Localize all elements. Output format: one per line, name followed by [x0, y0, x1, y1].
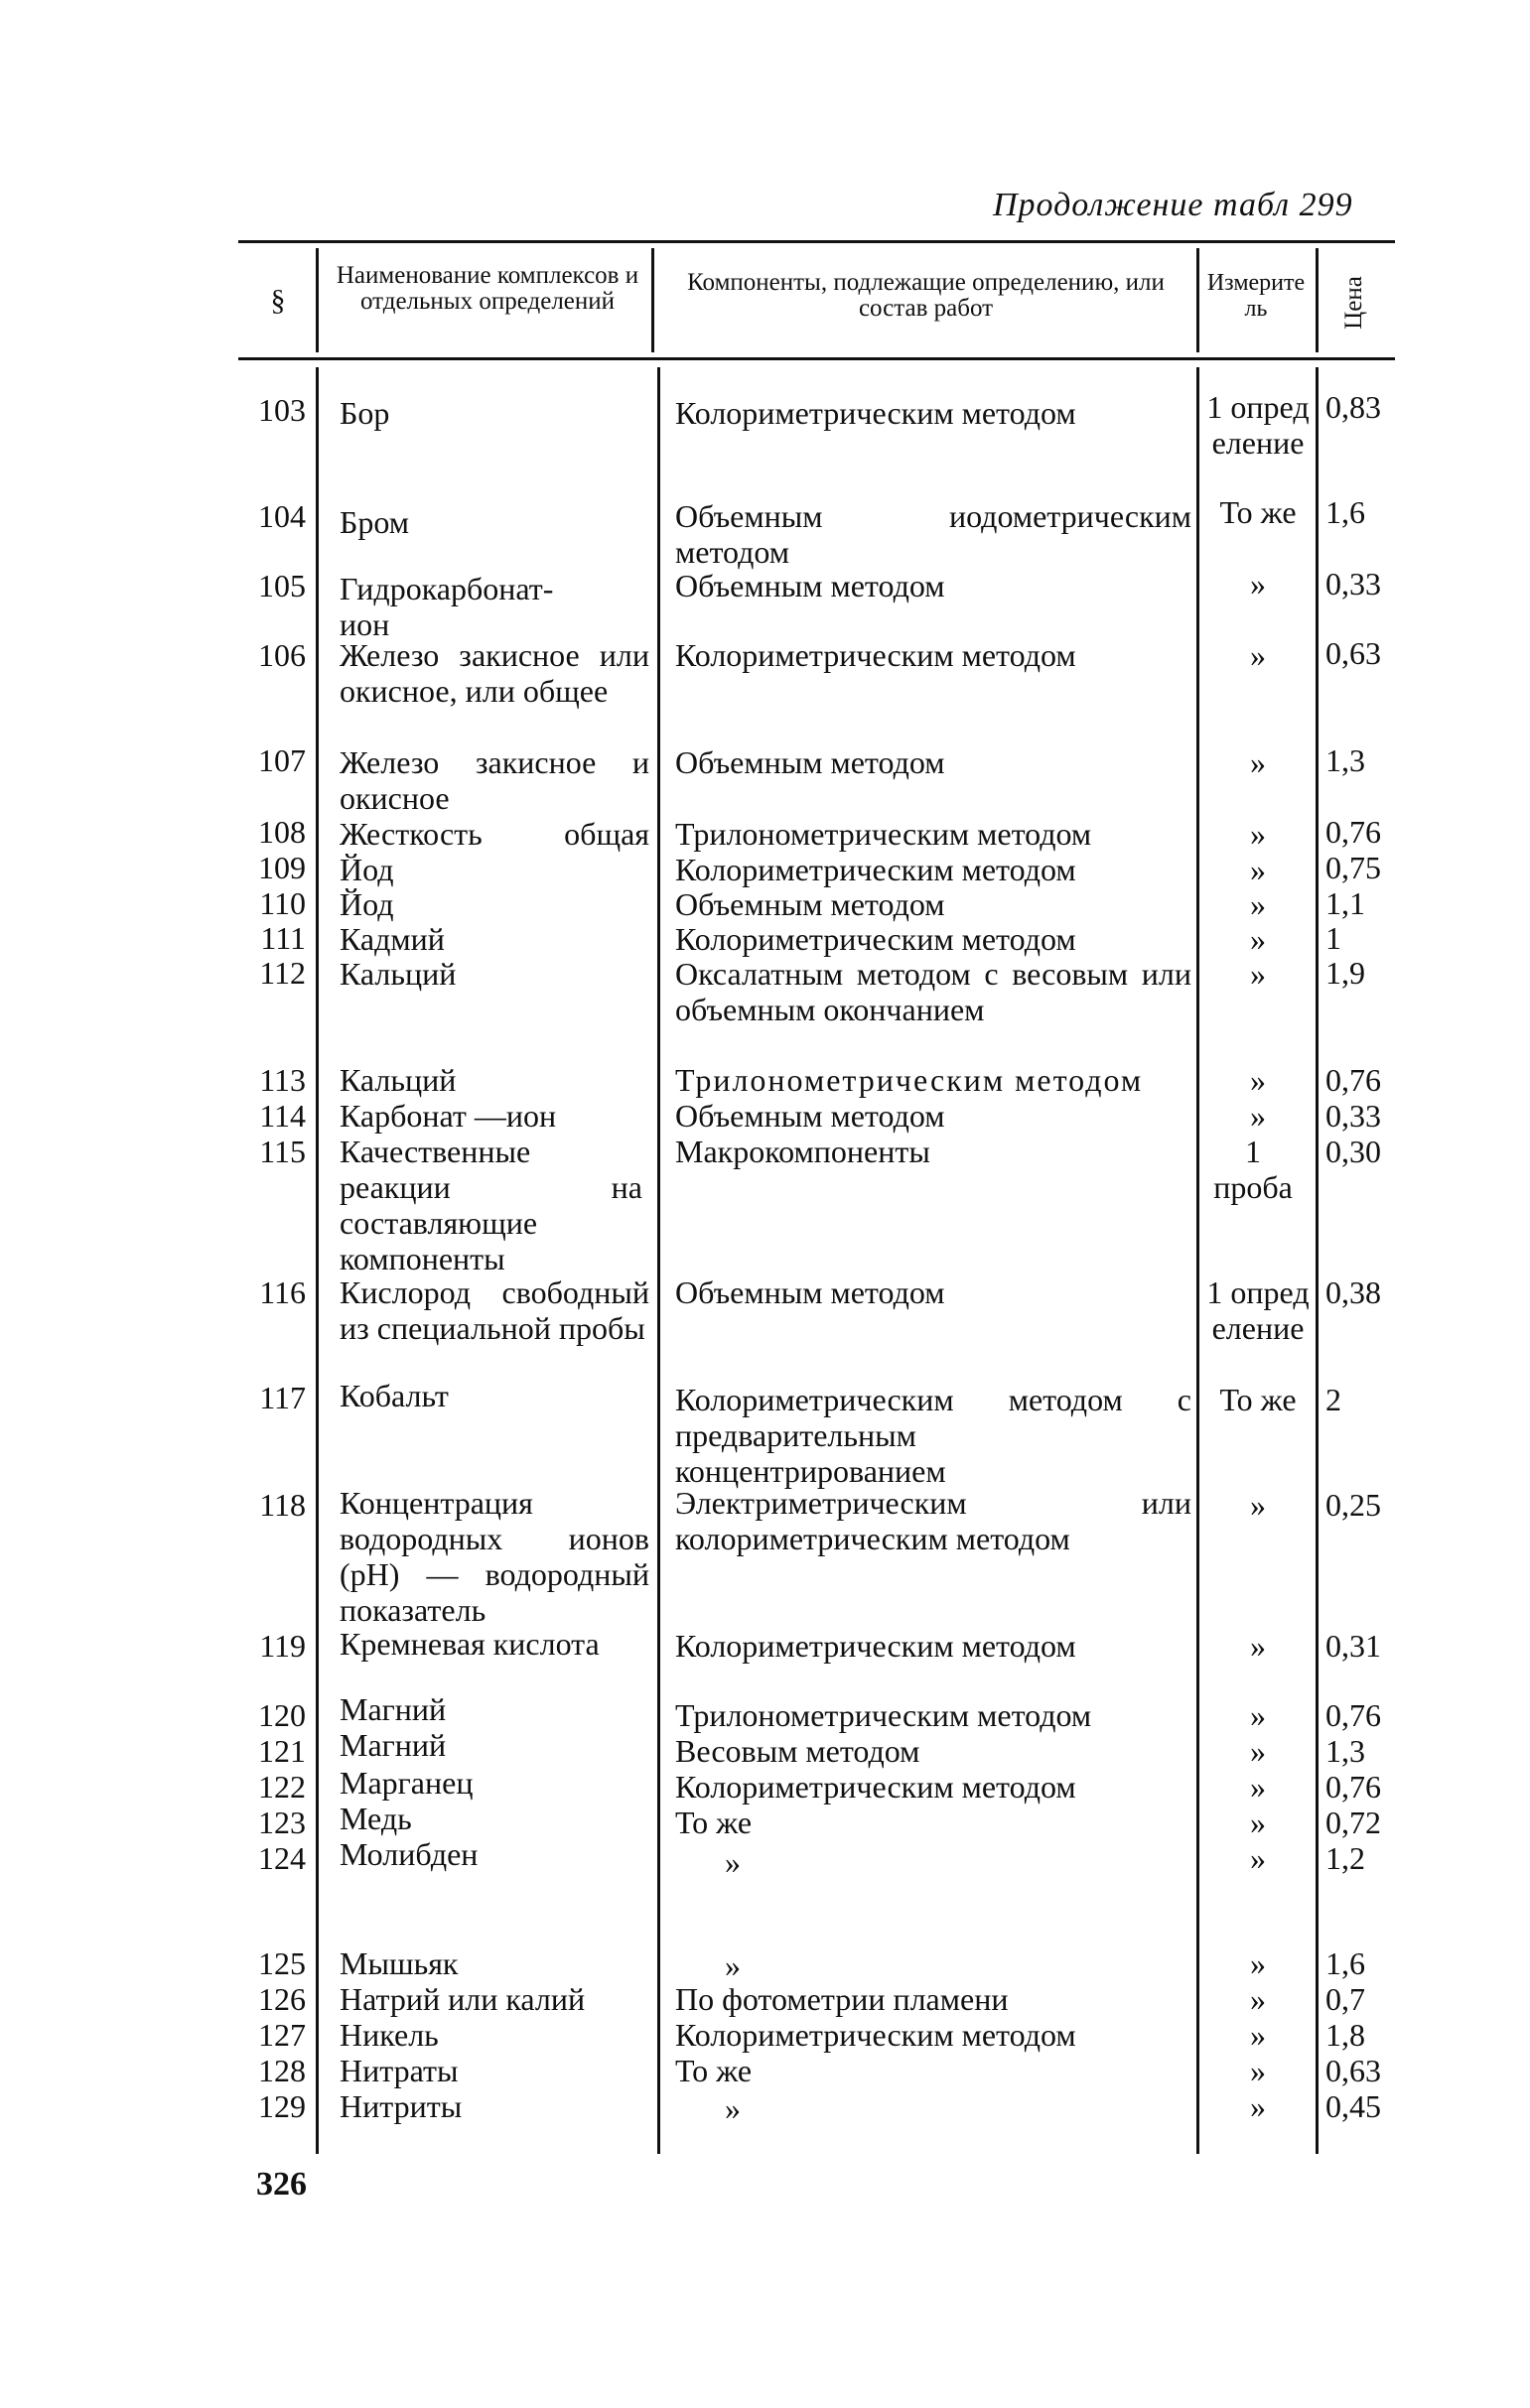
row-unit: » [1250, 1945, 1266, 1981]
header-bottom-rule [238, 357, 1395, 360]
row-unit: » [1250, 1628, 1266, 1664]
col-divider-1 [316, 248, 319, 352]
row-name: Жесткость общая [340, 816, 649, 852]
row-components: Макрокомпоненты [675, 1134, 930, 1169]
row-components: Электриметрическим или колориметрическим методом [675, 1485, 1191, 1556]
row-components: Колориметрическим методом [675, 1769, 1076, 1805]
row-price: 0,33 [1325, 566, 1381, 602]
row-name: Кадмий [340, 921, 445, 957]
row-price: 0,63 [1325, 2053, 1381, 2088]
row-unit: 1 определение [1206, 1274, 1310, 1346]
row-components: Объемным методом [675, 744, 945, 780]
row-number: 113 [259, 1062, 306, 1098]
caption-table-number: 299 [1299, 187, 1353, 223]
row-number: 124 [258, 1840, 306, 1876]
row-name: Натрий или калий [340, 1981, 586, 2017]
row-name: Медь [340, 1801, 412, 1836]
row-number: 112 [259, 955, 306, 991]
row-name: Концентрация водородных ионов (pH) — водородный показатель [340, 1485, 649, 1628]
row-components: Трилонометрическим методом [675, 1062, 1144, 1098]
row-name: Йод [340, 886, 394, 922]
row-components: » [725, 2090, 741, 2126]
row-components: Трилонометрическим методом [675, 816, 1092, 852]
row-name: Мышьяк [340, 1945, 459, 1981]
row-components: Трилонометрическим методом [675, 1697, 1092, 1733]
row-name: Бор [340, 395, 390, 431]
body-divider-4 [1316, 367, 1319, 2154]
header-price: Цена [1340, 276, 1367, 330]
row-name: Качественные реакции на составляющие компоненты [340, 1134, 642, 1276]
header-name: Наименование комплексов и отдельных определений [336, 262, 639, 315]
row-components: Объемным методом [675, 1274, 945, 1310]
row-price: 0,76 [1325, 814, 1381, 850]
row-components: Объемным иодометрическим методом [675, 498, 1191, 570]
row-number: 120 [258, 1697, 306, 1733]
header-components: Компоненты, подлежащие определению, или состав работ [687, 269, 1165, 322]
row-unit: » [1250, 1487, 1266, 1523]
row-components: Оксалатным методом с весовым или объемным окончанием [675, 956, 1191, 1027]
row-unit: » [1250, 2053, 1266, 2088]
row-number: 106 [258, 637, 306, 673]
row-components: То же [675, 2053, 753, 2088]
row-components: То же [675, 1805, 753, 1840]
caption-text: Продолжение табл [993, 187, 1291, 223]
row-number: 121 [258, 1733, 306, 1769]
row-components: Колориметрическим методом с предварительным концентрированием [675, 1382, 1191, 1489]
row-number: 122 [258, 1769, 306, 1805]
row-price: 0,25 [1325, 1487, 1381, 1523]
body-divider-2 [657, 367, 660, 2154]
row-number: 126 [258, 1981, 306, 2017]
row-name: Магний [340, 1727, 447, 1763]
row-unit: » [1250, 1805, 1266, 1840]
row-unit: » [1250, 886, 1266, 922]
row-name: Магний [340, 1691, 447, 1727]
row-unit: » [1250, 1981, 1266, 2017]
row-number: 127 [258, 2017, 306, 2053]
row-number: 115 [259, 1134, 306, 1169]
row-price: 0,83 [1325, 389, 1381, 425]
row-components: По фотометрии пламени [675, 1981, 1009, 2017]
row-unit: » [1250, 816, 1266, 852]
row-components: Весовым методом [675, 1733, 920, 1769]
row-number: 119 [259, 1628, 306, 1664]
row-number: 117 [259, 1380, 306, 1415]
row-number: 110 [259, 885, 306, 921]
row-price: 1,9 [1325, 955, 1365, 991]
col-divider-3 [1196, 248, 1199, 352]
row-unit: » [1250, 1769, 1266, 1805]
col-divider-4 [1316, 248, 1319, 352]
row-name: Молибден [340, 1836, 479, 1872]
row-unit: » [1250, 566, 1266, 602]
header-section: § [270, 284, 286, 317]
row-unit: То же [1219, 494, 1297, 530]
row-price: 0,7 [1325, 1981, 1365, 2017]
row-price: 1,3 [1325, 1733, 1365, 1769]
row-unit: » [1250, 1733, 1266, 1769]
row-price: 1 [1325, 920, 1341, 956]
row-price: 0,76 [1325, 1062, 1381, 1098]
row-price: 0,72 [1325, 1805, 1381, 1840]
row-unit: » [1250, 1697, 1266, 1733]
row-price: 1,1 [1325, 885, 1365, 921]
row-price: 0,31 [1325, 1628, 1381, 1664]
row-unit: 1 проба [1213, 1134, 1293, 1205]
row-number: 107 [258, 742, 306, 778]
header-top-rule [238, 240, 1395, 243]
row-unit: » [1250, 852, 1266, 887]
row-name: Карбонат —ион [340, 1098, 557, 1134]
row-price: 1,8 [1325, 2017, 1365, 2053]
row-unit: » [1250, 1840, 1266, 1876]
row-number: 129 [258, 2088, 306, 2124]
row-name: Кальций [340, 1062, 457, 1098]
table-continuation-caption [993, 187, 1353, 224]
row-price: 1,6 [1325, 1945, 1365, 1981]
row-number: 125 [258, 1945, 306, 1981]
row-unit: » [1250, 2017, 1266, 2053]
row-name: Бром [340, 504, 410, 540]
row-number: 118 [259, 1487, 306, 1523]
row-number: 104 [258, 498, 306, 534]
row-price: 0,76 [1325, 1769, 1381, 1805]
row-name: Кислород свободный из специальной пробы [340, 1274, 649, 1346]
row-number: 116 [259, 1274, 306, 1310]
row-unit: » [1250, 1098, 1266, 1134]
row-name: Кремневая кислота [340, 1626, 600, 1662]
row-components: Колориметрическим методом [675, 395, 1076, 431]
row-price: 0,76 [1325, 1697, 1381, 1733]
row-name: Гидрокарбонат-ион [340, 571, 554, 642]
row-price: 0,63 [1325, 635, 1381, 671]
row-number: 111 [260, 920, 306, 956]
row-number: 108 [258, 814, 306, 850]
row-components: Объемным методом [675, 1098, 945, 1134]
row-number: 114 [259, 1098, 306, 1134]
row-name: Нитраты [340, 2053, 459, 2088]
row-unit: » [1250, 1062, 1266, 1098]
body-divider-1 [316, 367, 319, 2154]
header-unit: Измеритель [1206, 270, 1306, 322]
row-components: » [725, 1844, 741, 1880]
row-price: 0,33 [1325, 1098, 1381, 1134]
row-unit: » [1250, 637, 1266, 673]
body-divider-3 [1196, 367, 1199, 2154]
row-number: 105 [258, 568, 306, 603]
row-name: Нитриты [340, 2088, 463, 2124]
page-number: 326 [256, 2166, 307, 2203]
row-price: 1,3 [1325, 742, 1365, 778]
row-name: Кальций [340, 956, 457, 992]
col-divider-2 [651, 248, 654, 352]
row-price: 1,2 [1325, 1840, 1365, 1876]
row-name: Железо закисное и окисное [340, 744, 649, 816]
row-number: 123 [258, 1805, 306, 1840]
row-unit: » [1250, 956, 1266, 992]
row-components: Колориметрическим методом [675, 852, 1076, 887]
row-unit: 1 определение [1206, 389, 1310, 461]
row-number: 109 [258, 850, 306, 885]
row-components: Колориметрическим методом [675, 637, 1076, 673]
row-unit: » [1250, 921, 1266, 957]
row-price: 0,38 [1325, 1274, 1381, 1310]
row-name: Никель [340, 2017, 439, 2053]
row-components: Объемным методом [675, 568, 945, 603]
row-unit: » [1250, 2088, 1266, 2124]
row-name: Железо закисное или окисное, или общее [340, 637, 649, 709]
row-price: 0,75 [1325, 850, 1381, 885]
row-price: 0,30 [1325, 1134, 1381, 1169]
row-components: Колориметрическим методом [675, 1628, 1076, 1664]
row-price: 2 [1325, 1382, 1341, 1417]
row-price: 1,6 [1325, 494, 1365, 530]
row-components: Колориметрическим методом [675, 921, 1076, 957]
row-unit: То же [1219, 1382, 1297, 1417]
row-name: Кобальт [340, 1378, 449, 1413]
row-components: » [725, 1947, 741, 1983]
row-unit: » [1250, 744, 1266, 780]
row-components: Колориметрическим методом [675, 2017, 1076, 2053]
row-name: Марганец [340, 1765, 474, 1801]
row-components: Объемным методом [675, 886, 945, 922]
row-name: Йод [340, 852, 394, 887]
row-number: 128 [258, 2053, 306, 2088]
row-number: 103 [258, 392, 306, 428]
row-price: 0,45 [1325, 2088, 1381, 2124]
